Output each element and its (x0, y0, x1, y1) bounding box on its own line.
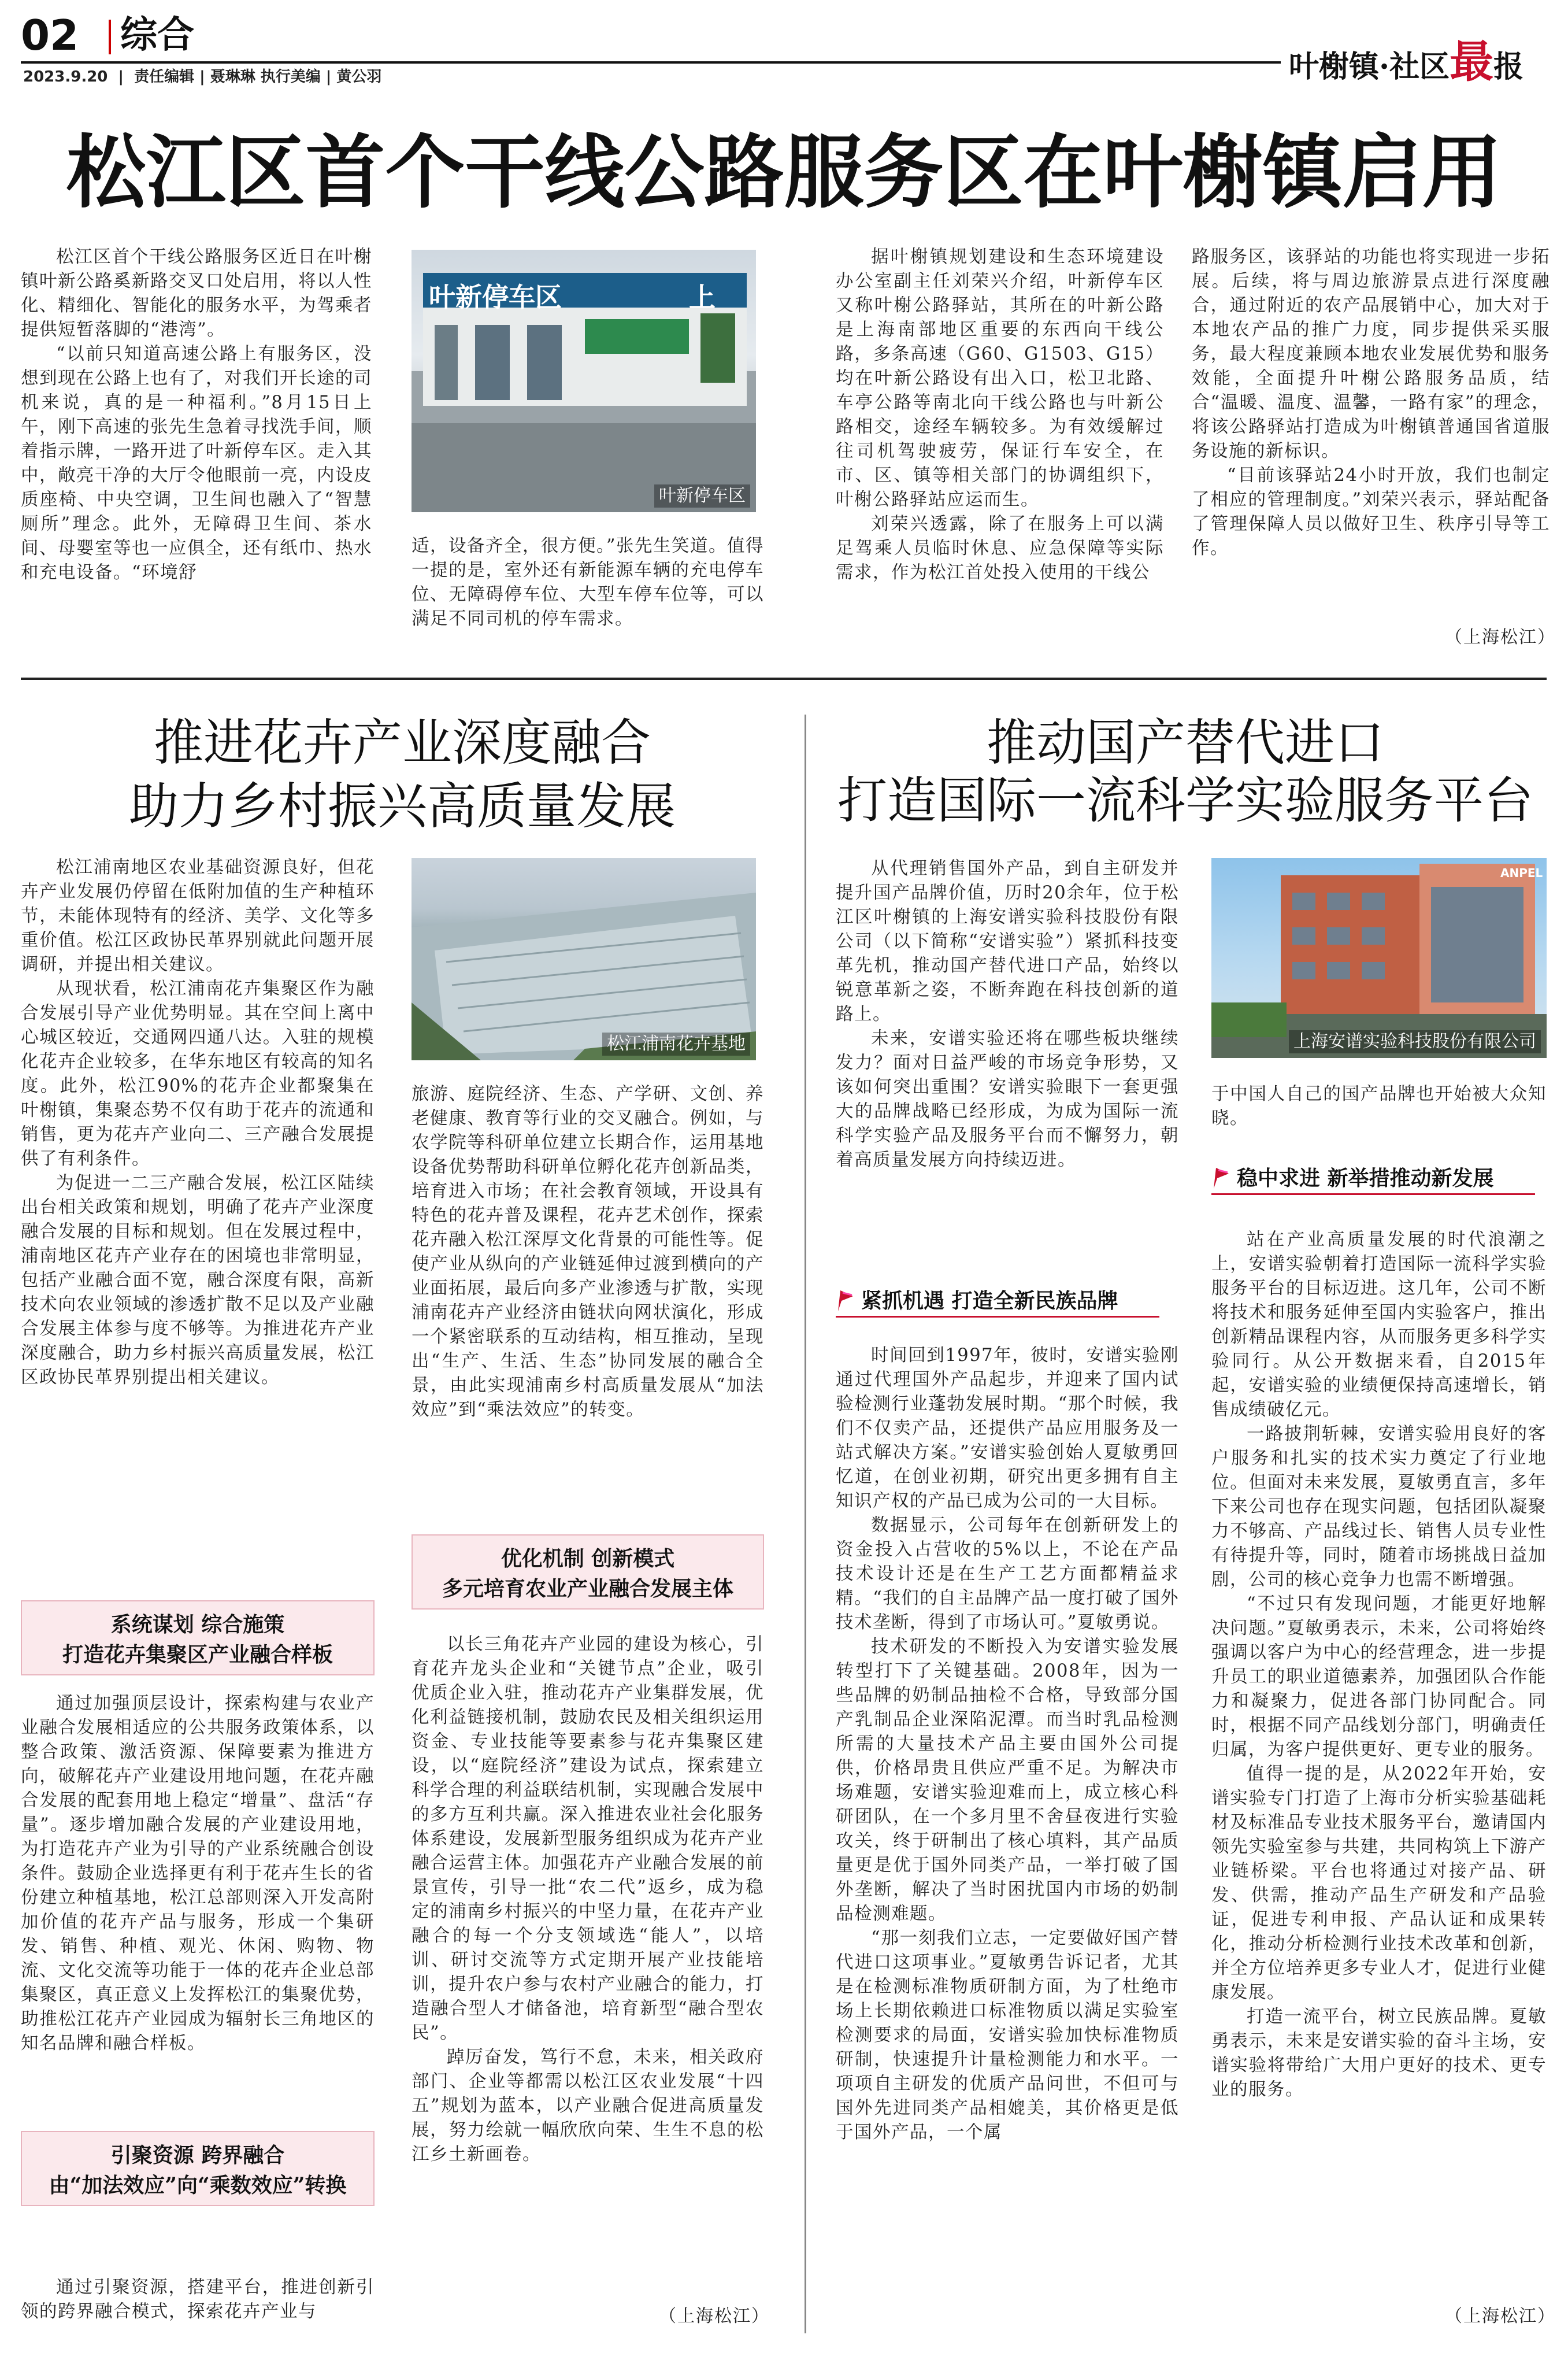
subhead-line: 多元培育农业产业融合发展主体 (442, 1577, 733, 1601)
paragraph: 从代理销售国外产品，到自主研发并提升国产品牌价值，历时20余年，位于松江区叶榭镇的上海安谱实验科技股份有限公司（以下简称“安谱实验”）紧抓科技变革先机，推动国产替代进口产品，始终以锐意革新之姿，不断奔跑在科技创新的道路上。 (836, 859, 1179, 1024)
building-sign: ANPEL (1500, 866, 1543, 880)
tag-text: 稳中求进 新举措推动新发展 (1237, 1166, 1494, 1190)
photo-caption: 叶新停车区 (654, 484, 750, 508)
article3-title-line2: 打造国际一流科学实验服务平台 (837, 772, 1533, 830)
paragraph: “以前只知道高速公路上有服务区，没想到现在公路上也有了，对我们开长途的司机来说，真的是一种福利。”8月15日上午，刚下高速的张先生急着寻找洗手间，顺着指示牌，一路开进了叶新停车区。走入其中，敞亮干净的大厅令他眼前一亮，内设皮质座椅、中央空调，卫生间也融入了“智慧厕所”理念。此外，无障碍卫生间、茶水间、母婴室等也一应俱全，还有纸巾、热水和充电设备。“环境舒 (21, 344, 372, 583)
paragraph: 一路披荆斩棘，安谱实验用良好的客户服务和扎实的技术实力奠定了行业地位。但面对未来发展，夏敏勇直言，多年下来公司也存在现实问题，包括团队凝聚力不够高、产品线过长、销售人员专业性有待提升等，同时，随着市场挑战日益加剧，公司的核心竞争力也需不断增强。 (1211, 1424, 1547, 1590)
photo-caption: 上海安谱实验科技股份有限公司 (1289, 1030, 1541, 1053)
tag-text: 紧抓机遇 打造全新民族品牌 (861, 1289, 1118, 1313)
issue-date: 2023.9.20 (23, 68, 108, 86)
article1-source: （上海松江） (1445, 627, 1556, 648)
article3-col1b (836, 1344, 1179, 2338)
paragraph: “不过只有发现问题，才能更好地解决问题。”夏敏勇表示，未来，公司将始终强调以客户为中心的经营理念，进一步提升员工的职业道德素养，加强团队合作能力和凝聚力，促进各部门协同配合。同时，根据不同产品线划分部门，明确责任归属，为客户提供更好、更专业的服务。 (1211, 1594, 1547, 1760)
paragraph: 技术研发的不断投入为安谱实验发展转型打下了关键基础。2008年，因为一些品牌的奶制品抽检不合格，导致部分国产乳制品企业深陷泥潭。而当时乳品检测所需的大量技术产品主要由国外公司提供，价格昂贵且供应严重不足。为解决市场难题，安谱实验迎难而上，成立核心科研团队，在一个多月里不舍昼夜进行实验攻关，终于研制出了核心填料，其产品质量更是优于国外同类产品，一举打破了国外垄断，解决了当时困扰国内市场的奶制品检测难题。 (836, 1637, 1179, 1924)
article2-subhead2 (21, 2131, 375, 2206)
paragraph: 松江区首个干线公路服务区近日在叶榭镇叶新公路奚新路交叉口处启用，将以人性化、精细化、智能化的服务水平，为驾乘者提供短暂落脚的“港湾”。 (21, 247, 372, 340)
subhead-line: 由“加法效应”向“乘数效应”转换 (49, 2173, 347, 2197)
paragraph: 数据显示，公司每年在创新研发上的资金投入占营收的5%以上，不论在产品技术设计还是在生产工艺方面都精益求精。“我们的自主品牌产品一度打破了国外技术垄断，得到了市场认可。”夏敏勇说。 (836, 1515, 1179, 1633)
paragraph: 踔厉奋发，笃行不怠，未来，相关政府部门、企业等都需以松江区农业发展“十四五”规划为蓝本，以产业融合促进高质量发展，努力绘就一幅欣欣向荣、生生不息的松江乡土新画卷。 (412, 2047, 764, 2165)
paragraph: 以长三角花卉产业园的建设为核心，引育花卉龙头企业和“关键节点”企业，吸引优质企业入驻，推动花卉产业集群发展，优化利益链接机制，鼓励农民及相关组织运用资金、专业技能等要素参与花卉集聚区建设，以“庭院经济”建设为试点，探索建立科学合理的利益联结机制，实现融合发展中的多方互利共赢。深入推进农业社会化服务体系建设，发展新型服务组织成为花卉产业融合运营主体。加强花卉产业融合发展的前景宣传，引导一批“农二代”返乡，成为稳定的浦南乡村振兴的中坚力量，在花卉产业融合的每一个分支领域选“能人”，以培训、研讨交流等方式定期开展产业技能培训，提升农户参与农村产业融合的能力，打造融合型人才储备池，培育新型“融合型农民”。 (412, 1634, 764, 2043)
article2-source: （上海松江） (659, 2306, 770, 2326)
article3-tag2 (1211, 1163, 1535, 1195)
paragraph: 为促进一二三产融合发展，松江区陆续出台相关政策和规划，明确了花卉产业深度融合发展的目标和规划。但在发展过程中，浦南地区花卉产业存在的困境也非常明显，包括产业融合面不宽，融合深度有限，高新技术向农业领域的渗透扩散不足以及产业融合发展主体参与度不够等。为推进花卉产业深度融合，助力乡村振兴高质量发展，松江区政协民革界别提出相关建议。 (21, 1173, 375, 1388)
paragraph: 于中国人自己的国产品牌也开始被大众知晓。 (1211, 1084, 1547, 1129)
paragraph: 从现状看，松江浦南花卉集聚区作为融合发展引导产业优势明显。其在空间上离中心城区较近，交通网四通八达。入驻的规模化花卉企业较多，在华东地区有较高的知名度。此外，松江90%的花卉企业都聚集在叶榭镇，集聚态势不仅有助于花卉的流通和销售，更为花卉产业向二、三产融合发展提供了有利条件。 (21, 979, 375, 1169)
article1-photo (412, 250, 756, 512)
article3-tag1 (836, 1286, 1159, 1318)
header-rule (21, 61, 1281, 64)
article2-title-line1: 推进花卉产业深度融合 (154, 714, 651, 772)
article1-col4 (1192, 245, 1550, 615)
editor-credits: 责任编辑 | 聂琳琳 执行美编 | 黄公羽 (134, 68, 382, 86)
article3-source: （上海松江） (1445, 2306, 1556, 2326)
article1-col1 (21, 245, 372, 657)
newspaper-brand (1289, 36, 1524, 87)
brand-right: 报 (1493, 49, 1524, 84)
brand-emphasis: 最 (1450, 36, 1494, 87)
article1-col2 (412, 534, 764, 657)
article2-col2a (412, 1082, 764, 1544)
article2-col1c (21, 2276, 375, 2339)
photo-sign-text-2: 上 (689, 282, 716, 313)
article2-col2b (412, 1633, 764, 2302)
subhead-line: 系统谋划 综合施策 (110, 1612, 285, 1637)
article1-title: 松江区首个干线公路服务区在叶榭镇启用 (66, 126, 1502, 219)
header-meta: 2023.9.20 | 责任编辑 | 聂琳琳 执行美编 | 黄公羽 (23, 68, 382, 86)
article2-subhead3 (412, 1534, 764, 1610)
paragraph: “那一刻我们立志，一定要做好国产替代进口这项事业。”夏敏勇告诉记者，尤其是在检测标准物质研制方面，为了杜绝市场上长期依赖进口标准物质以满足实验室检测要求的局面，安谱实验加快标准物质研制，快速提升计量检测能力和水平。一项项自主研发的优质产品问世，不但可与国外先进同类产品相媲美，其价格更是低于国外产品，一个属 (836, 1928, 1179, 2143)
paragraph: 旅游、庭院经济、生态、产学研、文创、养老健康、教育等行业的交叉融合。例如，与农学院等科研单位建立长期合作，运用基地设备优势帮助科研单位孵化花卉创新品类，培育进入市场；在社会教育领域，开设具有特色的花卉普及课程，花卉艺术创作，探索花卉融入松江深厚文化背景的可能性等。促使产业从纵向的产业链延伸过渡到横向的产业面拓展，最后向多产业渗透与扩散，实现浦南花卉产业经济由链状向网状演化，形成一个紧密联系的互动结构，相互推动，呈现出“生产、生活、生态”协同发展的融合全景，由此实现浦南乡村高质量发展从“加法效应”到“乘法效应”的转变。 (412, 1084, 764, 1420)
article2-subhead1 (21, 1600, 375, 1675)
paragraph: 适，设备齐全，很方便。”张先生笑道。值得一提的是，室外还有新能源车辆的充电停车位、无障碍停车位、大型车停车位等，可以满足不同司机的停车需求。 (412, 536, 764, 629)
photo-sign-text: 叶新停车区 (429, 282, 562, 313)
article1-col3 (836, 245, 1164, 657)
article3-col2a (1211, 1082, 1547, 1134)
subhead-line: 打造花卉集聚区产业融合样板 (62, 1642, 333, 1667)
section-divider (21, 678, 1547, 680)
section-name: 综合 (120, 13, 194, 57)
article2-col1a (21, 856, 375, 1570)
article3-col1a (836, 857, 1179, 1261)
paragraph: 时间回到1997年，彼时，安谱实验刚通过代理国外产品起步，并迎来了国内试验检测行业蓬勃发展时期。“那个时候，我们不仅卖产品，还提供产品应用服务及一站式解决方案。”安谱实验创始人夏敏勇回忆道，在创业初期，研究出更多拥有自主知识产权的产品已成为公司的一大目标。 (836, 1345, 1179, 1511)
paragraph: 松江浦南地区农业基础资源良好，但花卉产业发展仍停留在低附加值的生产种植环节，未能体现特有的经济、美学、文化等多重价值。松江区政协民革界别就此问题开展调研，并提出相关建议。 (21, 857, 375, 975)
paragraph: 站在产业高质量发展的时代浪潮之上，安谱实验朝着打造国际一流科学实验服务平台的目标迈进。这几年，公司不断将技术和服务延伸至国内实验客户，推出创新精品课程内容，从而服务更多科学实验同行。从公开数据来看，自2015年起，安谱实验的业绩便保持高速增长，销售成绩破亿元。 (1211, 1230, 1547, 1420)
paragraph: 值得一提的是，从2022年开始，安谱实验专门打造了上海市分析实验基础耗材及标准品专业技术服务平台，邀请国内领先实验室参与共建，共同构筑上下游产业链桥梁。平台也将通过对接产品、研发、供需，推动产品生产研发和产品验证，促进专利申报、产品认证和成果转化，推动分析检测行业技术改革和创新，并全方位培养更多专业人才，促进行业健康发展。 (1211, 1764, 1547, 2003)
paragraph: 通过加强顶层设计，探索构建与农业产业融合发展相适应的公共服务政策体系，以整合政策、激活资源、保障要素为推进方向，破解花卉产业建设用地问题，在花卉融合发展的配套用地上稳定“增量”、盘活“存量”。逐步增加融合发展的产业建设用地，为打造花卉产业为引导的产业系统融合创设条件。鼓励企业选择更有利于花卉生长的省份建立种植基地，松江总部则深入开发高附加价值的花卉产品与服务，形成一个集研发、销售、种植、观光、休闲、购物、物流、文化交流等功能于一体的花卉企业总部集聚区，真正意义上发挥松江的集聚优势，助推松江花卉产业园成为辐射长三角地区的知名品牌和融合样板。 (21, 1693, 375, 2054)
column-divider (805, 715, 806, 2333)
greenhouse-aerial-illustration (412, 858, 756, 1060)
article3-photo (1211, 858, 1547, 1058)
flag-icon (1211, 1167, 1231, 1190)
subhead-line: 引聚资源 跨界融合 (110, 2143, 285, 2167)
flag-icon (836, 1289, 855, 1312)
subhead-line: 优化机制 创新模式 (501, 1547, 675, 1571)
paragraph: 路服务区，该驿站的功能也将实现进一步拓展。后续，将与周边旅游景点进行深度融合，通过附近的农产品展销中心，加大对于本地农产品的推广力度，同步提供采买服务，最大程度兼顾本地农业发展优势和服务效能，全面提升叶榭公路服务品质，结合“温暖、温度、温馨，一路有家”的理念，将该公路驿站打造成为叶榭镇普通国省道服务设施的新标识。 (1192, 247, 1550, 461)
paragraph: 刘荣兴透露，除了在服务上可以满足驾乘人员临时休息、应急保障等实际需求，作为松江首处投入使用的干线公 (836, 514, 1164, 583)
page-number: 02 (21, 11, 79, 60)
article2-title-line2: 助力乡村振兴高质量发展 (129, 778, 676, 835)
brand-left: 叶榭镇·社区 (1289, 49, 1450, 84)
article3-col2b (1211, 1228, 1547, 2303)
paragraph: 未来，安谱实验还将在哪些板块继续发力？面对日益严峻的市场竞争形势，又该如何突出重围？安谱实验眼下一套更强大的品牌战略已经形成，为成为国际一流科学实验产品及服务平台而不懈努力，朝着高质量发展方向持续迈进。 (836, 1028, 1179, 1170)
paragraph: 据叶榭镇规划建设和生态环境建设办公室副主任刘荣兴介绍，叶新停车区又称叶榭公路驿站，其所在的叶新公路是上海南部地区重要的东西向干线公路，多条高速（G60、G1503、G15）均在叶新公路设有出入口，松卫北路、车亭公路等南北向干线公路也与叶新公路相交，途经车辆较多。为有效缓解过往司机驾驶疲劳，保证行车安全，在市、区、镇等相关部门的协调组织下，叶榭公路驿站应运而生。 (836, 247, 1164, 510)
paragraph: 通过引聚资源，搭建平台，推进创新引领的跨界融合模式，探索花卉产业与 (21, 2277, 375, 2322)
paragraph: “目前该驿站24小时开放，我们也制定了相应的管理制度。”刘荣兴表示，驿站配备了管理保障人员以做好卫生、秩序引导等工作。 (1192, 465, 1550, 558)
article3-title-line1: 推动国产替代进口 (987, 714, 1384, 772)
photo-caption: 松江浦南花卉基地 (602, 1033, 750, 1056)
article2-photo (412, 858, 756, 1060)
paragraph: 打造一流平台，树立民族品牌。夏敏勇表示，未来是安谱实验的奋斗主场，安谱实验将带给广大用户更好的技术、更专业的服务。 (1211, 2007, 1547, 2100)
header-separator (109, 20, 111, 54)
company-building-illustration (1211, 858, 1547, 1058)
article2-col1b (21, 1692, 375, 2131)
